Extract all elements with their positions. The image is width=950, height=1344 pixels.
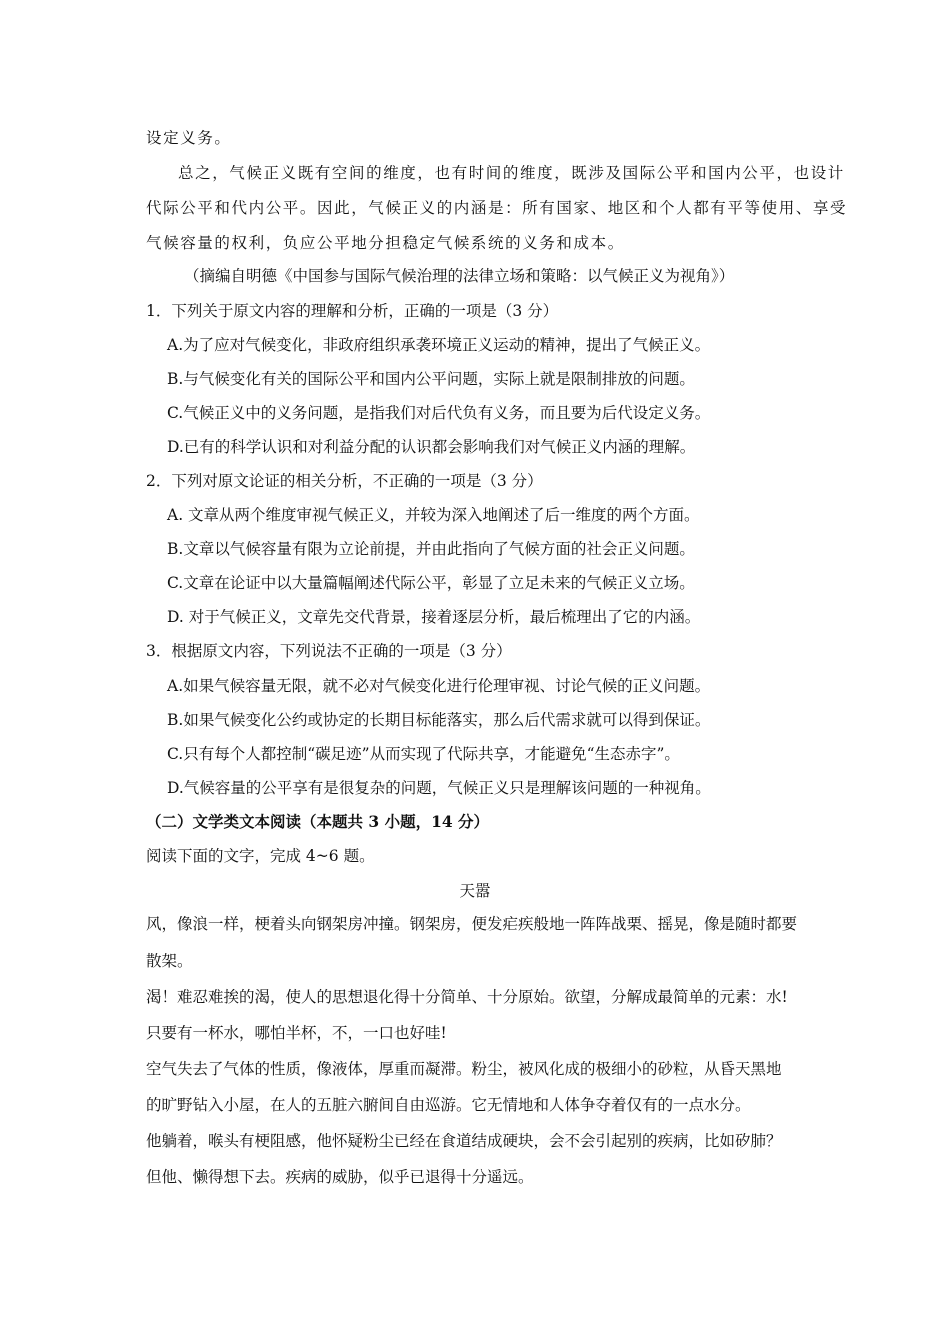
- passage-line: 代际公平和代内公平。因此，气候正义的内涵是：所有国家、地区和个人都有平等使用、享受: [146, 199, 848, 217]
- question-option: B.与气候变化有关的国际公平和国内公平问题，实际上就是限制排放的问题。: [167, 370, 695, 388]
- story-line: 散架。: [146, 952, 193, 970]
- story-line: 风，像浪一样，梗着头向钢架房冲撞。钢架房，便发疟疾般地一阵阵战栗、摇晃，像是随时都要: [146, 915, 798, 933]
- passage-line: 总之，气候正义既有空间的维度，也有时间的维度，既涉及国际公平和国内公平，也设计: [178, 164, 845, 182]
- story-line: 但他、懒得想下去。疾病的威胁，似乎已退得十分遥远。: [146, 1168, 534, 1186]
- question-stem: 2．下列对原文论证的相关分析，不正确的一项是（3 分）: [146, 472, 543, 490]
- story-line: 渴！难忍难挨的渴，使人的思想退化得十分简单、十分原始。欲望，分解成最简单的元素：水!: [146, 988, 788, 1006]
- question-option: C.只有每个人都控制“碳足迹”从而实现了代际共享，才能避免“生态赤字”。: [167, 745, 680, 763]
- question-option: B.如果气候变化公约或协定的长期目标能落实，那么后代需求就可以得到保证。: [167, 711, 711, 729]
- source-citation: （摘编自明德《中国参与国际气候治理的法律立场和策略：以气候正义为视角》）: [184, 267, 735, 285]
- section-instruction: 阅读下面的文字，完成 4~6 题。: [146, 847, 375, 865]
- question-stem: 3．根据原文内容，下列说法不正确的一项是（3 分）: [146, 642, 512, 660]
- question-stem: 1．下列关于原文内容的理解和分析，正确的一项是（3 分）: [146, 302, 559, 320]
- story-line: 空气失去了气体的性质，像液体，厚重而凝滞。粉尘，被风化成的极细小的砂粒，从昏天黑地: [146, 1060, 782, 1078]
- passage-line: 气候容量的权利，负应公平地分担稳定气候系统的义务和成本。: [146, 234, 625, 252]
- question-option: A.如果气候容量无限，就不必对气候变化进行伦理审视、讨论气候的正义问题。: [167, 677, 711, 695]
- story-line: 只要有一杯水，哪怕半杯，不，一口也好哇!: [146, 1024, 447, 1042]
- question-option: D.气候容量的公平享有是很复杂的问题，气候正义只是理解该问题的一种视角。: [167, 779, 711, 797]
- question-option: C.文章在论证中以大量篇幅阐述代际公平，彰显了立足未来的气候正义立场。: [167, 574, 695, 592]
- question-option: A.为了应对气候变化，非政府组织承袭环境正义运动的精神，提出了气候正义。: [167, 336, 711, 354]
- question-option: D. 对于气候正义，文章先交代背景，接着逐层分析，最后梳理出了它的内涵。: [167, 608, 701, 626]
- section-heading: （二）文学类文本阅读（本题共 3 小题，14 分）: [146, 812, 490, 831]
- story-line: 他躺着，喉头有梗阻感，他怀疑粉尘已经在食道结成硬块，会不会引起别的疾病，比如矽肺？: [146, 1132, 782, 1150]
- question-option: C.气候正义中的义务问题，是指我们对后代负有义务，而且要为后代设定义务。: [167, 404, 711, 422]
- question-option: D.已有的科学认识和对利益分配的认识都会影响我们对气候正义内涵的理解。: [167, 438, 696, 456]
- story-title: 天嚣: [459, 882, 491, 900]
- question-option: B.文章以气候容量有限为立论前提，并由此指向了气候方面的社会正义问题。: [167, 540, 695, 558]
- story-line: 的旷野钻入小屋，在人的五脏六腑间自由巡游。它无情地和人体争夺着仅有的一点水分。: [146, 1096, 751, 1114]
- question-option: A. 文章从两个维度审视气候正义，并较为深入地阐述了后一维度的两个方面。: [167, 506, 700, 524]
- passage-line: 设定义务。: [146, 129, 232, 147]
